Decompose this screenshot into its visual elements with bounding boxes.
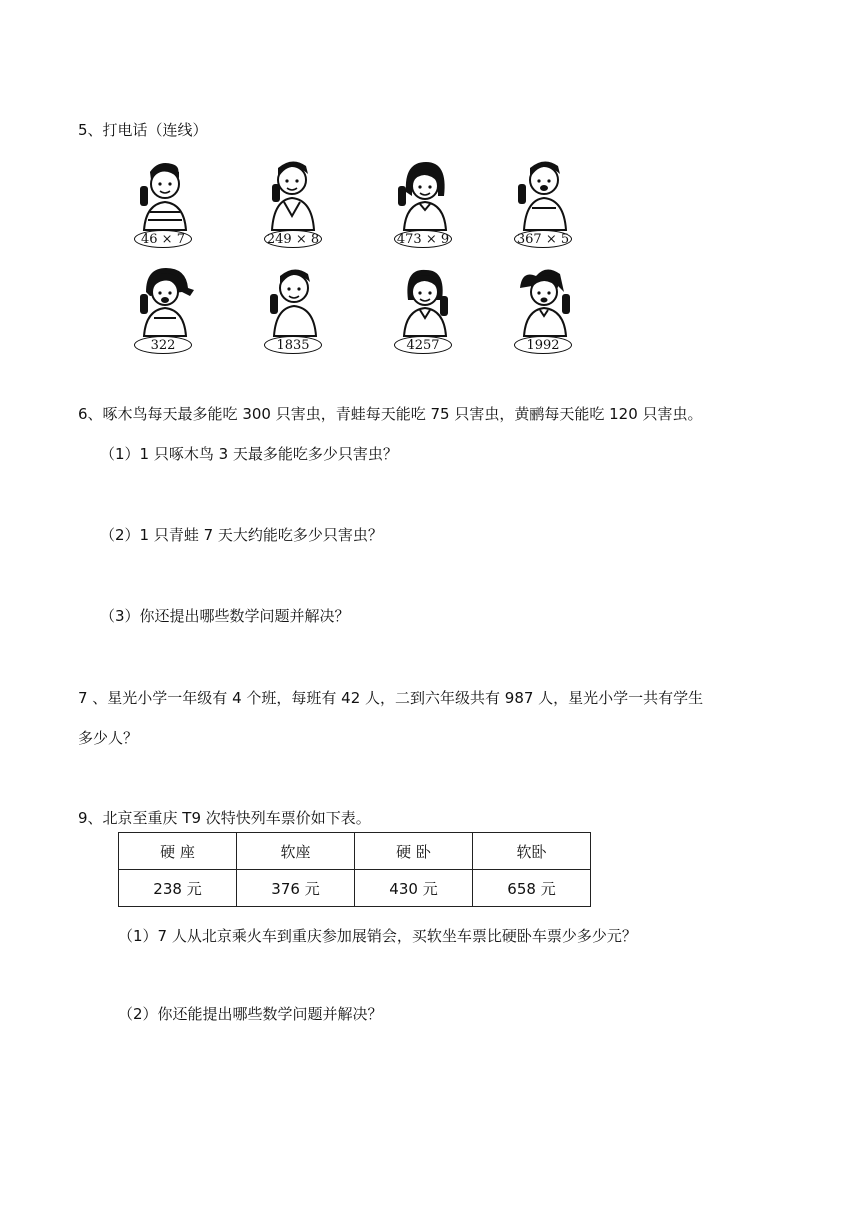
q9-sub1: （1）7 人从北京乘火车到重庆参加展销会，买软坐车票比硬卧车票少多少元？ <box>118 927 637 945</box>
table-header: 软座 <box>237 833 355 870</box>
expression-label: 473 × 9 <box>394 230 452 248</box>
expression-label: 367 × 5 <box>514 230 572 248</box>
answer-label: 4257 <box>394 336 452 354</box>
q6-text: 6、啄木鸟每天最多能吃 300 只害虫，青蛙每天能吃 75 只害虫，黄鹂每天能吃 120 只害虫。 <box>78 405 703 423</box>
table-cell: 376 元 <box>237 870 355 907</box>
table-cell: 658 元 <box>473 870 591 907</box>
fare-table <box>118 832 591 907</box>
q7-line2: 多少人？ <box>78 729 139 747</box>
phone-card <box>262 156 326 248</box>
q6-sub3: （3）你还提出哪些数学问题并解决？ <box>100 607 350 625</box>
answer-label: 1992 <box>514 336 572 354</box>
answer-label: 1835 <box>264 336 322 354</box>
table-row <box>119 870 591 907</box>
q9-sub2: （2）你还能提出哪些数学问题并解决？ <box>118 1005 383 1023</box>
q6-sub1: （1）1 只啄木鸟 3 天最多能吃多少只害虫？ <box>100 445 398 463</box>
phone-card <box>392 156 456 248</box>
table-cell: 238 元 <box>119 870 237 907</box>
expression-label: 46 × 7 <box>134 230 192 248</box>
boy-phone-icon <box>132 156 196 234</box>
phone-card <box>392 262 456 354</box>
phone-card <box>512 262 576 354</box>
q6-sub2: （2）1 只青蛙 7 天大约能吃多少只害虫？ <box>100 526 383 544</box>
girl-phone-icon <box>392 156 456 234</box>
table-header: 硬 卧 <box>355 833 473 870</box>
q7-line1: 7 、星光小学一年级有 4 个班，每班有 42 人，二到六年级共有 987 人，星光小学一共有学生 <box>78 689 704 707</box>
phone-card <box>132 262 196 354</box>
table-header: 软卧 <box>473 833 591 870</box>
girl-phone-icon <box>392 262 456 340</box>
expression-label: 249 × 8 <box>264 230 322 248</box>
q9-text: 9、北京至重庆 T9 次特快列车票价如下表。 <box>78 809 371 827</box>
boy-phone-icon <box>262 262 326 340</box>
answer-label: 322 <box>134 336 192 354</box>
girl-phone-icon <box>132 262 196 340</box>
table-row <box>119 833 591 870</box>
boy-phone-icon <box>262 156 326 234</box>
phone-card <box>262 262 326 354</box>
phone-card <box>132 156 196 248</box>
girl-phone-icon <box>512 262 576 340</box>
table-header: 硬 座 <box>119 833 237 870</box>
q5-title: 5、打电话（连线） <box>78 121 208 139</box>
boy-phone-icon <box>512 156 576 234</box>
table-cell: 430 元 <box>355 870 473 907</box>
phone-card <box>512 156 576 248</box>
